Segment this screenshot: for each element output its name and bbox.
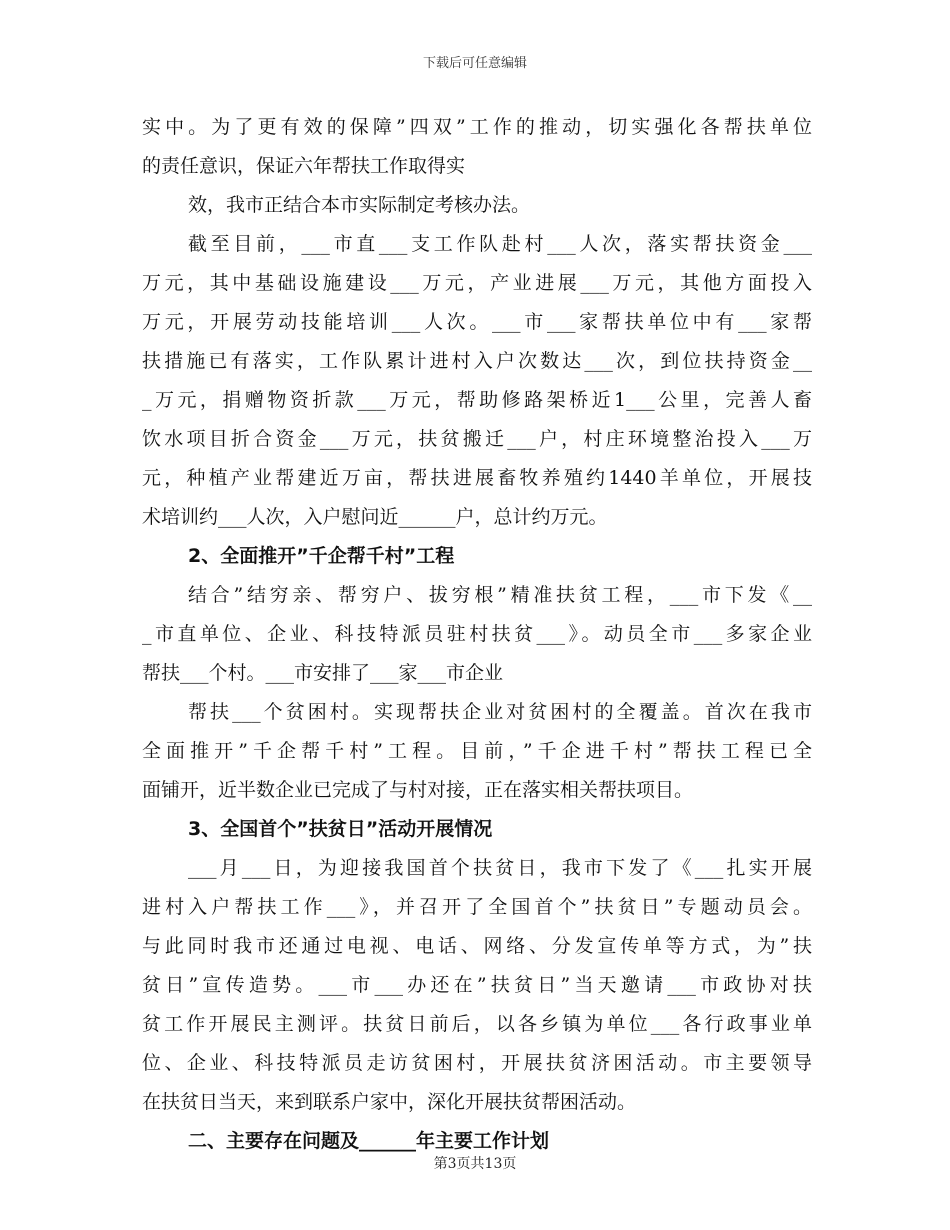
- page-header: 下载后可任意编辑: [422, 56, 527, 71]
- paragraph-line: 进村入户帮扶工作___》，并召开了全国首个”扶贫日”专题动员会。: [142, 896, 812, 918]
- paragraph-line: 万元，开展劳动技能培训___人次。___市___家帮扶单位中有___家帮: [142, 311, 812, 333]
- page-footer: 第3页共13页: [433, 1156, 517, 1172]
- paragraph-line: 面铺开，近半数企业已完成了与村对接，正在落实相关帮扶项目。: [142, 779, 694, 801]
- paragraph-line: 元，种植产业帮建近万亩，帮扶进展畜牧养殖约1440羊单位，开展技: [142, 467, 812, 489]
- section-heading: 二、主要存在问题及______年主要工作计划: [188, 1130, 550, 1152]
- paragraph-line: 实中。为了更有效的保障”四双”工作的推动，切实强化各帮扶单位: [142, 116, 812, 138]
- paragraph-line: 万元，其中基础设施建设___万元，产业进展___万元，其他方面投入: [142, 272, 812, 294]
- paragraph-line: ___月___日，为迎接我国首个扶贫日，我市下发了《___扎实开展: [188, 857, 812, 879]
- section-heading: 2、全面推开”千企帮千村”工程: [188, 545, 455, 567]
- paragraph-line: 的责任意识，保证六年帮扶工作取得实: [142, 155, 466, 177]
- paragraph-line: 贫日”宣传造势。___市___办还在”扶贫日”当天邀请___市政协对扶: [142, 974, 812, 996]
- paragraph-line: 帮扶___个贫困村。实现帮扶企业对贫困村的全覆盖。首次在我市: [188, 701, 812, 723]
- paragraph-line: 与此同时我市还通过电视、电话、网络、分发宣传单等方式，为”扶: [142, 935, 812, 957]
- paragraph-line: _万元，捐赠物资折款___万元，帮助修路架桥近1___公里，完善人畜: [142, 389, 812, 411]
- paragraph-line: 结合”结穷亲、帮穷户、拔穷根”精准扶贫工程，___市下发《__: [188, 584, 812, 606]
- paragraph-line: 饮水项目折合资金___万元，扶贫搬迁___户，村庄环境整治投入___万: [142, 428, 812, 450]
- paragraph-line: 贫工作开展民主测评。扶贫日前后，以各乡镇为单位___各行政事业单: [142, 1013, 812, 1035]
- paragraph-line: _市直单位、企业、科技特派员驻村扶贫___》。动员全市___多家企业: [142, 623, 812, 645]
- paragraph-line: 位、企业、科技特派员走访贫困村，开展扶贫济困活动。市主要领导: [142, 1052, 812, 1074]
- paragraph-line: 扶措施已有落实，工作队累计进村入户次数达___次，到位扶持资金__: [142, 350, 812, 372]
- paragraph-line: 帮扶___个村。___市安排了___家___市企业: [142, 662, 504, 684]
- paragraph-line: 效，我市正结合本市实际制定考核办法。: [188, 194, 531, 216]
- section-heading: 3、全国首个”扶贫日”活动开展情况: [188, 818, 493, 840]
- paragraph-line: 全面推开”千企帮千村”工程。目前，”千企进千村”帮扶工程已全: [142, 740, 812, 762]
- paragraph-line: 在扶贫日当天，来到联系户家中，深化开展扶贫帮困活动。: [142, 1091, 637, 1113]
- paragraph-line: 截至目前，___市直___支工作队赴村___人次，落实帮扶资金___: [188, 233, 812, 255]
- paragraph-line: 术培训约___人次，入户慰问近______户，总计约万元。: [142, 506, 608, 528]
- document-body: [142, 108, 812, 1161]
